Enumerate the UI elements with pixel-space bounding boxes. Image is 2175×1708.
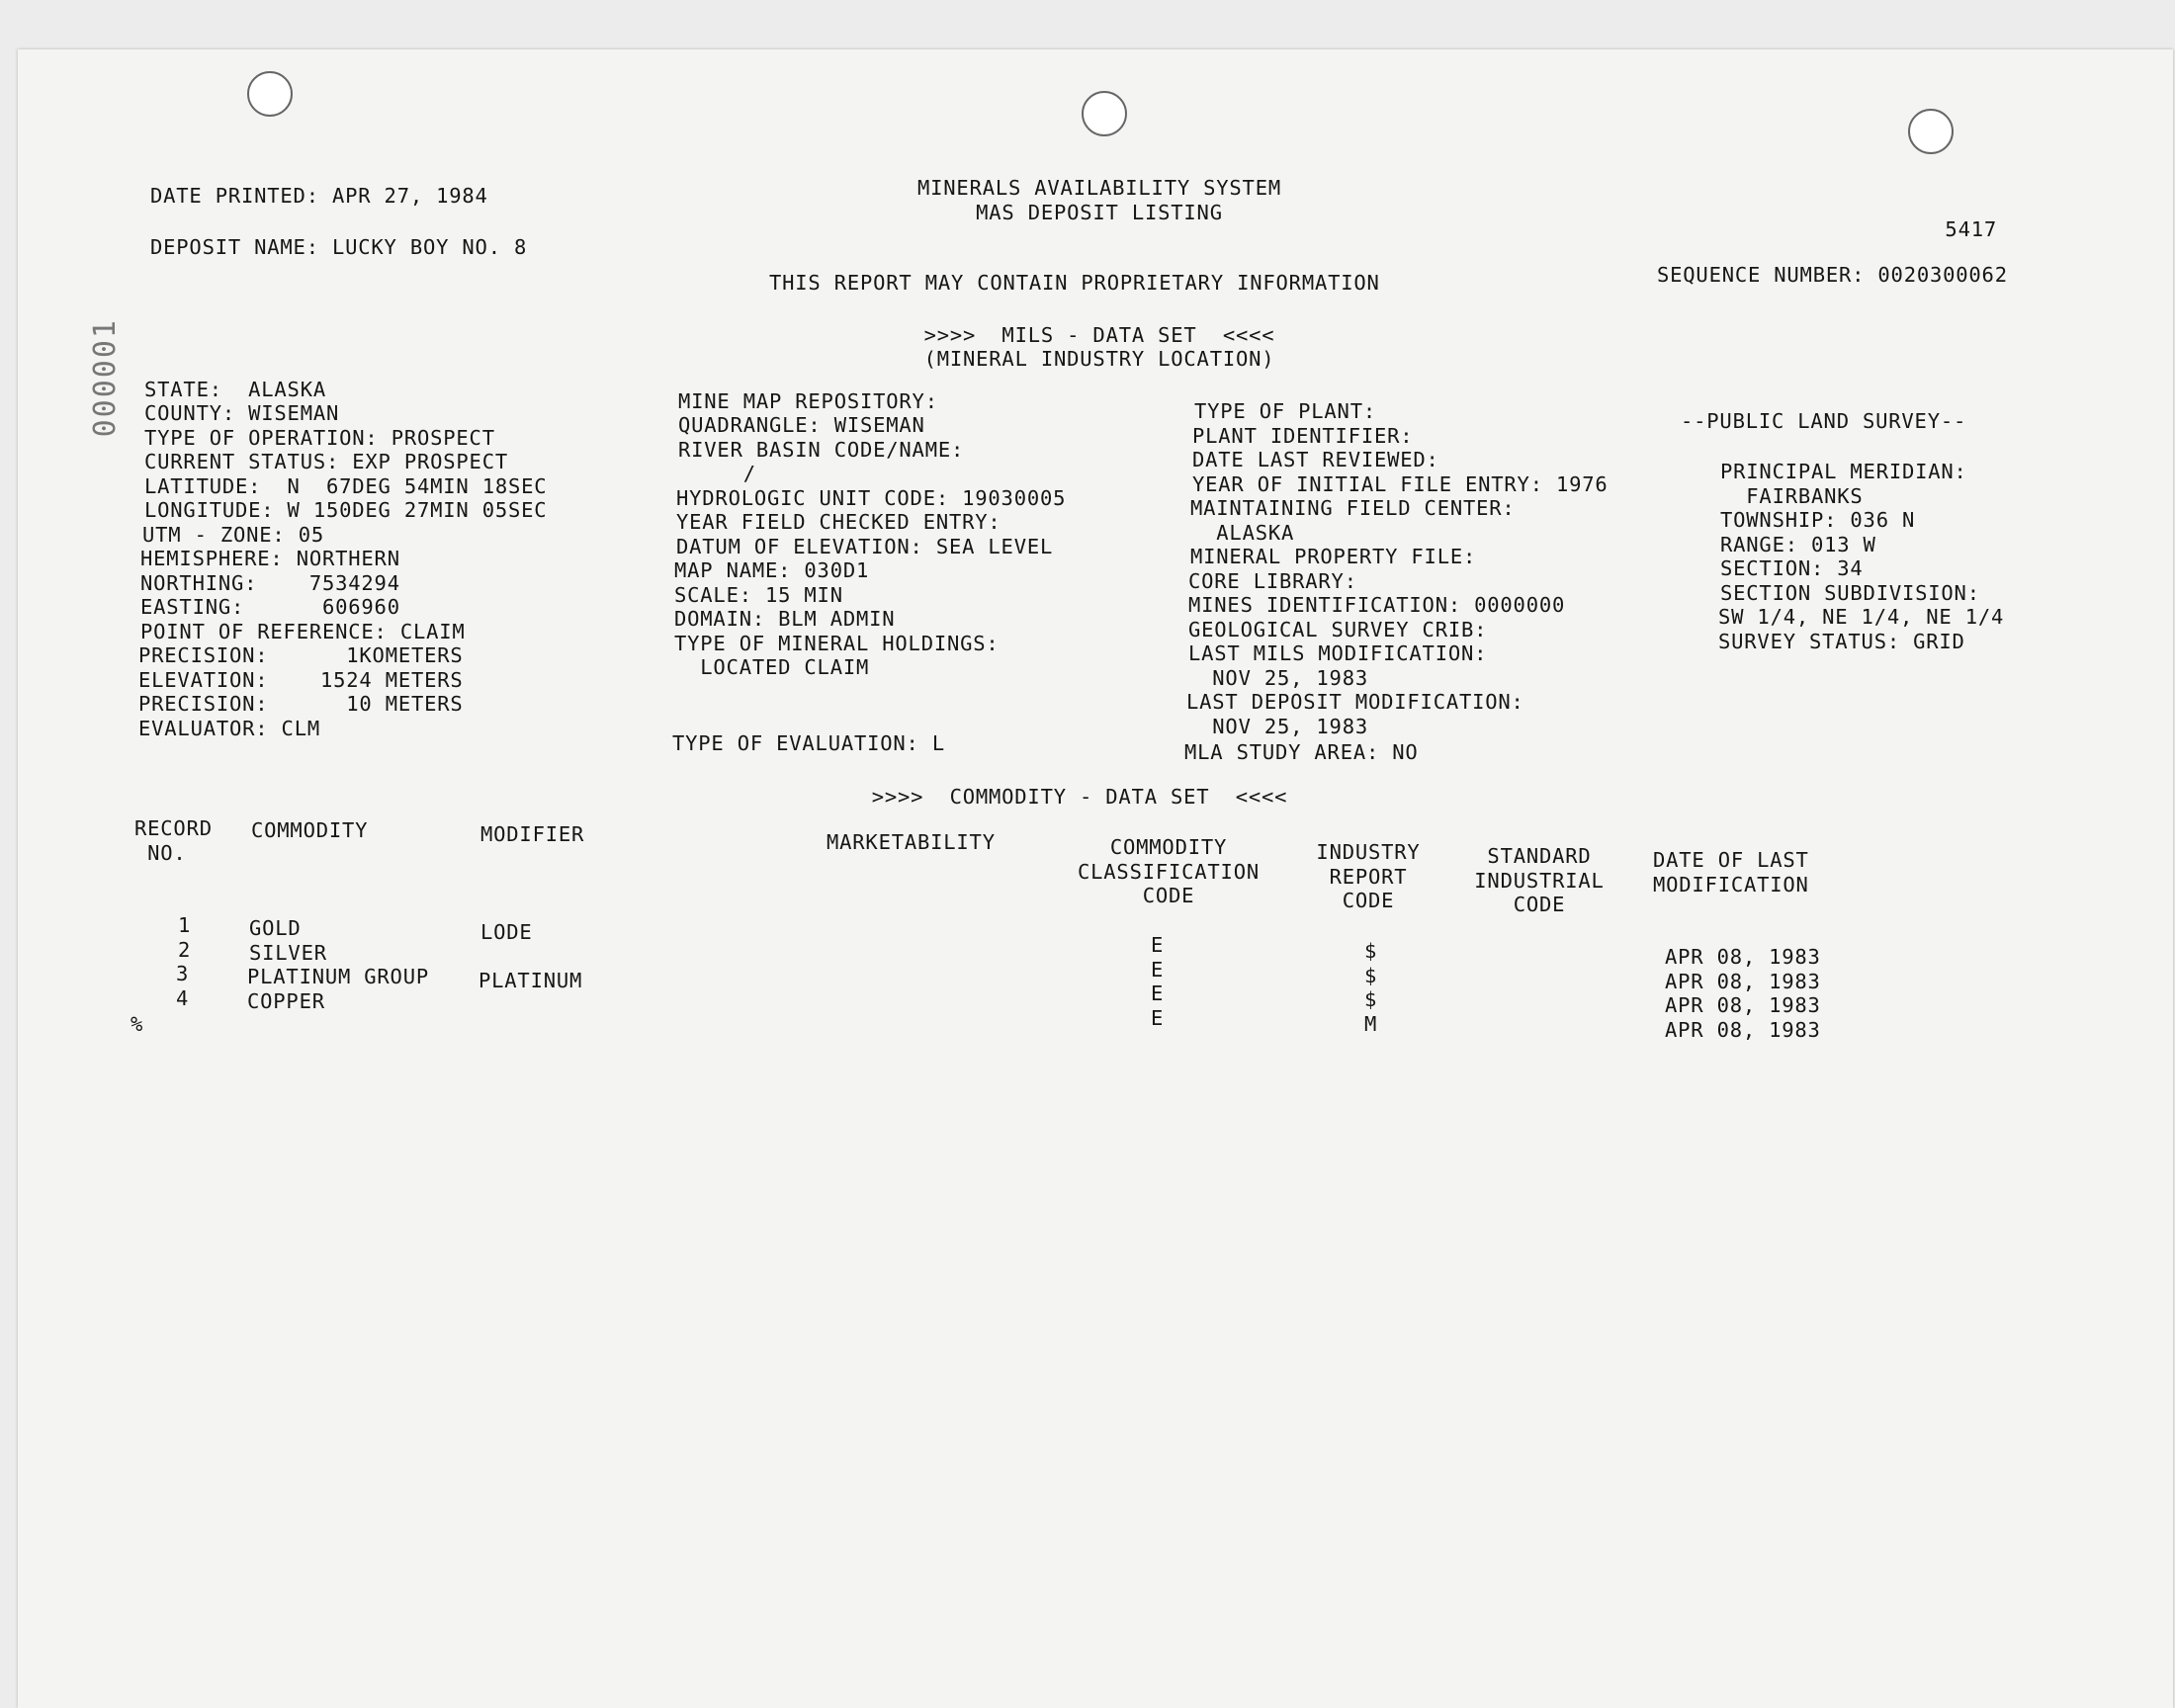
field-range: RANGE: 013 W [1720,533,1876,556]
sequence-number: SEQUENCE NUMBER: 0020300062 [1657,263,2008,287]
field-easting: EASTING: 606960 [140,595,400,619]
field-last-mils-modification: LAST MILS MODIFICATION: [1188,641,1488,665]
row-4-class-code: E [1151,1006,1165,1030]
field-domain: DOMAIN: BLM ADMIN [674,607,896,631]
row-3-record-no: 3 [176,962,190,985]
proprietary-notice: THIS REPORT MAY CONTAIN PROPRIETARY INFORMATION [769,271,1380,295]
field-principal-meridian-value: FAIRBANKS [1720,484,1864,508]
binder-hole-right [1908,109,1954,154]
row-2-class-code: E [1151,958,1165,982]
header-date-of-last-modification: DATE OF LAST MODIFICATION [1653,848,1809,897]
field-survey-status: SURVEY STATUS: GRID [1718,630,1965,653]
field-mines-identification: MINES IDENTIFICATION: 0000000 [1188,593,1566,617]
field-core-library: CORE LIBRARY: [1188,569,1357,593]
header-marketability: MARKETABILITY [826,830,996,854]
field-mineral-property-file: MINERAL PROPERTY FILE: [1190,545,1477,568]
field-last-mils-modification-date: NOV 25, 1983 [1186,666,1368,690]
field-maintaining-field-center: MAINTAINING FIELD CENTER: [1190,496,1516,520]
field-type-of-plant: TYPE OF PLANT: [1194,399,1376,423]
row-2-date: APR 08, 1983 [1665,970,1821,993]
field-river-basin-value: / [678,462,756,485]
field-mla-study-area: MLA STUDY AREA: NO [1184,740,1419,764]
listing-title: MAS DEPOSIT LISTING [976,201,1223,224]
field-evaluator: EVALUATOR: CLM [138,717,320,740]
field-section-subdivision-value: SW 1/4, NE 1/4, NE 1/4 [1718,605,2005,629]
field-type-of-evaluation: TYPE OF EVALUATION: L [672,731,945,755]
field-point-of-reference: POINT OF REFERENCE: CLAIM [140,620,466,643]
row-2-record-no: 2 [178,938,192,962]
field-date-last-reviewed: DATE LAST REVIEWED: [1192,448,1439,471]
field-plant-identifier: PLANT IDENTIFIER: [1192,424,1414,448]
row-1-class-code: E [1151,933,1165,957]
row-1-modifier: LODE [480,920,533,944]
deposit-name: DEPOSIT NAME: LUCKY BOY NO. 8 [150,235,528,259]
field-hemisphere: HEMISPHERE: NORTHERN [140,547,400,570]
field-year-field-checked: YEAR FIELD CHECKED ENTRY: [676,510,1001,534]
field-map-name: MAP NAME: 030D1 [674,558,870,582]
field-section-subdivision: SECTION SUBDIVISION: [1720,581,1980,605]
field-section: SECTION: 34 [1720,556,1864,580]
field-township: TOWNSHIP: 036 N [1720,508,1916,532]
system-title: MINERALS AVAILABILITY SYSTEM [917,176,1281,200]
field-principal-meridian: PRINCIPAL MERIDIAN: [1720,460,1967,483]
row-1-record-no: 1 [178,913,192,937]
row-4-record-no: 4 [176,986,190,1010]
field-type-of-operation: TYPE OF OPERATION: PROSPECT [144,426,495,450]
header-classification-code: COMMODITY CLASSIFICATION CODE [1078,835,1260,907]
binder-hole-center [1082,91,1127,136]
field-mineral-holdings-value: LOCATED CLAIM [674,655,870,679]
field-longitude: LONGITUDE: W 150DEG 27MIN 05SEC [144,498,548,522]
row-1-date: APR 08, 1983 [1665,945,1821,969]
field-field-center-value: ALASKA [1190,521,1295,545]
binder-hole-left [247,71,293,117]
row-4-industry-code: M [1364,1012,1378,1036]
field-northing: NORTHING: 7534294 [140,571,400,595]
row-3-commodity: PLATINUM GROUP [247,965,429,988]
row-4-commodity: COPPER [247,989,325,1013]
field-hydrologic-unit-code: HYDROLOGIC UNIT CODE: 19030005 [676,486,1067,510]
field-last-deposit-modification: LAST DEPOSIT MODIFICATION: [1186,690,1524,714]
field-precision-elevation: PRECISION: 10 METERS [138,692,464,716]
row-3-modifier: PLATINUM [478,969,583,992]
field-year-initial-file-entry: YEAR OF INITIAL FILE ENTRY: 1976 [1192,472,1609,496]
field-elevation: ELEVATION: 1524 METERS [138,668,464,692]
field-utm-zone: UTM - ZONE: 05 [142,523,324,547]
field-scale: SCALE: 15 MIN [674,583,843,607]
field-current-status: CURRENT STATUS: EXP PROSPECT [144,450,508,473]
header-industry-report-code: INDUSTRY REPORT CODE [1316,840,1421,912]
header-modifier: MODIFIER [480,822,585,846]
date-printed: DATE PRINTED: APR 27, 1984 [150,184,488,208]
field-state: STATE: ALASKA [144,378,326,401]
row-3-class-code: E [1151,982,1165,1005]
field-mine-map-repository: MINE MAP REPOSITORY: [678,389,938,413]
header-record-no: RECORD NO. [134,816,213,865]
public-land-survey-title: --PUBLIC LAND SURVEY-- [1681,409,1967,433]
row-1-commodity: GOLD [249,916,302,940]
row-4-date: APR 08, 1983 [1665,1018,1821,1042]
header-commodity: COMMODITY [251,818,369,842]
field-last-deposit-modification-date: NOV 25, 1983 [1186,715,1368,738]
mils-subtitle: (MINERAL INDUSTRY LOCATION) [923,347,1275,371]
field-precision-location: PRECISION: 1KOMETERS [138,643,464,667]
page-number: 5417 [1945,217,1997,241]
field-geological-survey-crib: GEOLOGICAL SURVEY CRIB: [1188,618,1488,641]
row-1-industry-code: $ [1364,939,1378,963]
end-of-record-marker: % [130,1012,144,1036]
row-3-date: APR 08, 1983 [1665,993,1821,1017]
header-standard-industrial-code: STANDARD INDUSTRIAL CODE [1474,844,1605,916]
mils-title: >>>> MILS - DATA SET <<<< [923,323,1275,347]
field-type-of-mineral-holdings: TYPE OF MINERAL HOLDINGS: [674,632,1000,655]
commodity-title: >>>> COMMODITY - DATA SET <<<< [871,785,1288,809]
archive-stamp: 000001 [88,318,123,438]
row-2-industry-code: $ [1364,964,1378,987]
field-latitude: LATITUDE: N 67DEG 54MIN 18SEC [144,474,548,498]
field-quadrangle: QUADRANGLE: WISEMAN [678,413,925,437]
field-river-basin: RIVER BASIN CODE/NAME: [678,438,965,462]
row-3-industry-code: $ [1364,987,1378,1011]
row-2-commodity: SILVER [249,941,327,965]
field-county: COUNTY: WISEMAN [144,401,340,425]
field-datum-of-elevation: DATUM OF ELEVATION: SEA LEVEL [676,535,1054,558]
